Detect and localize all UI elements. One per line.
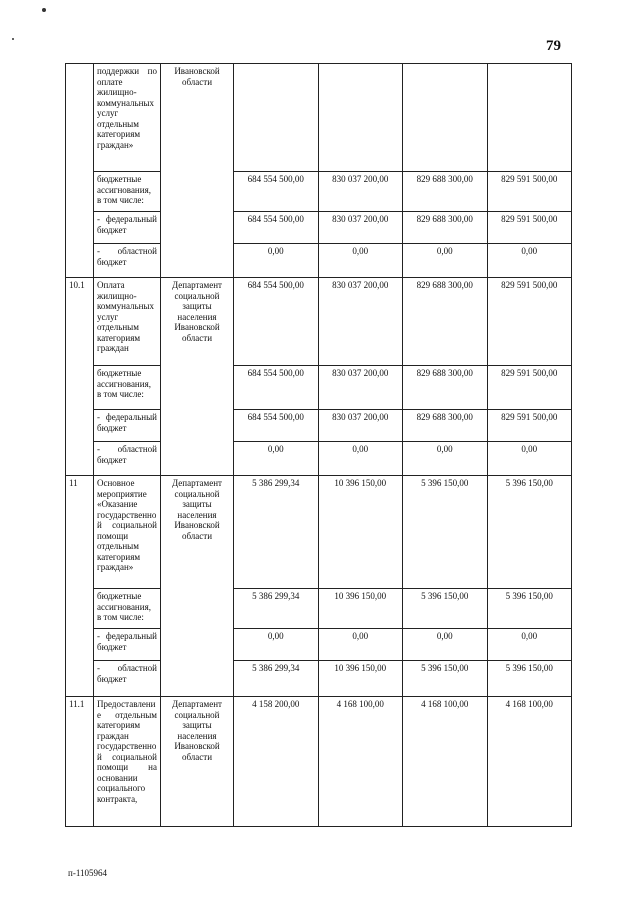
row-executor-cell: Департамент социальной защиты населения Ивановской области <box>161 476 234 697</box>
row-name-cell <box>94 442 161 476</box>
row-number-cell: 10.1 <box>66 278 94 476</box>
value-cell <box>234 64 319 172</box>
value-cell: 684 554 500,00 <box>234 172 319 212</box>
table-row <box>66 661 572 697</box>
value-cell: 829 688 300,00 <box>403 172 488 212</box>
value-cell: 829 591 500,00 <box>487 212 572 244</box>
row-name-cell: бюджетные ассигнования, в том числе: <box>94 589 161 629</box>
value-cell: 830 037 200,00 <box>318 278 403 366</box>
table-row <box>66 366 572 410</box>
value-cell: 0,00 <box>403 629 488 661</box>
value-cell: 5 396 150,00 <box>403 661 488 697</box>
value-cell: 829 688 300,00 <box>403 278 488 366</box>
page-number: 79 <box>546 38 561 54</box>
value-cell: 5 396 150,00 <box>403 589 488 629</box>
value-cell: 0,00 <box>318 244 403 278</box>
value-cell: 829 688 300,00 <box>403 366 488 410</box>
value-cell: 4 168 100,00 <box>487 697 572 827</box>
value-cell: 4 168 100,00 <box>318 697 403 827</box>
value-cell: 0,00 <box>234 629 319 661</box>
value-cell: 4 168 100,00 <box>403 697 488 827</box>
table-row <box>66 442 572 476</box>
row-name-cell: Оплата жилищно-коммунальных услуг отдельным категориям граждан <box>94 278 161 366</box>
value-cell: 0,00 <box>318 442 403 476</box>
row-name-cell: - федеральный бюджет <box>94 410 161 442</box>
row-executor-cell: Департамент социальной защиты населения Ивановской области <box>161 697 234 827</box>
value-cell: 4 158 200,00 <box>234 697 319 827</box>
row-number-cell: 11.1 <box>66 697 94 827</box>
value-cell: 684 554 500,00 <box>234 212 319 244</box>
scan-speck <box>12 38 14 40</box>
value-cell: 830 037 200,00 <box>318 366 403 410</box>
budget-level-text: областной <box>117 246 157 256</box>
budget-table <box>65 63 572 827</box>
table-row <box>66 476 572 589</box>
row-name-cell <box>94 661 161 697</box>
row-name-cell: Основное мероприятие «Оказание государственной социальной помощи отдельным категориям граждан» <box>94 476 161 589</box>
value-cell <box>403 64 488 172</box>
dash-text: - <box>97 663 100 673</box>
row-name-cell: - федеральный бюджет <box>94 212 161 244</box>
row-name-cell: бюджетные ассигнования, в том числе: <box>94 172 161 212</box>
value-cell: 830 037 200,00 <box>318 212 403 244</box>
row-name-cell: поддержки по оплате жилищно-коммунальных услуг отдельным категориям граждан» <box>94 64 161 172</box>
value-cell: 0,00 <box>487 244 572 278</box>
budget-level-text: областной <box>117 444 157 454</box>
value-cell: 829 591 500,00 <box>487 410 572 442</box>
table-row <box>66 64 572 172</box>
table-row <box>66 697 572 827</box>
value-cell: 0,00 <box>318 629 403 661</box>
document-footer-code: п-1105964 <box>68 868 107 878</box>
budget-word-text: бюджет <box>97 673 127 684</box>
value-cell: 5 386 299,34 <box>234 476 319 589</box>
budget-word-text: бюджет <box>97 256 127 267</box>
table-row <box>66 589 572 629</box>
value-cell: 5 386 299,34 <box>234 661 319 697</box>
value-cell <box>487 64 572 172</box>
value-cell: 5 396 150,00 <box>403 476 488 589</box>
value-cell: 829 688 300,00 <box>403 410 488 442</box>
value-cell: 5 396 150,00 <box>487 661 572 697</box>
table-row <box>66 410 572 442</box>
row-name-cell: - федеральный бюджет <box>94 629 161 661</box>
value-cell: 0,00 <box>234 442 319 476</box>
value-cell: 10 396 150,00 <box>318 661 403 697</box>
value-cell: 684 554 500,00 <box>234 410 319 442</box>
value-cell <box>318 64 403 172</box>
dash-text: - <box>97 444 100 454</box>
scan-speck <box>42 8 46 12</box>
dash-text: - <box>97 246 100 256</box>
value-cell: 5 386 299,34 <box>234 589 319 629</box>
value-cell: 0,00 <box>234 244 319 278</box>
budget-word-text: бюджет <box>97 454 127 465</box>
value-cell: 0,00 <box>487 442 572 476</box>
value-cell: 684 554 500,00 <box>234 278 319 366</box>
table-row <box>66 212 572 244</box>
value-cell: 829 591 500,00 <box>487 172 572 212</box>
value-cell: 10 396 150,00 <box>318 476 403 589</box>
value-cell: 829 688 300,00 <box>403 212 488 244</box>
row-executor-cell: Департамент социальной защиты населения Ивановской области <box>161 278 234 476</box>
table-row <box>66 244 572 278</box>
value-cell: 0,00 <box>403 244 488 278</box>
row-name-cell: Предоставление отдельным категориям граждан государственной социальной помощи на основании социального контракта, <box>94 697 161 827</box>
table-row <box>66 278 572 366</box>
value-cell: 0,00 <box>487 629 572 661</box>
row-number-cell: 11 <box>66 476 94 697</box>
value-cell: 5 396 150,00 <box>487 476 572 589</box>
row-name-cell <box>94 244 161 278</box>
table-row <box>66 629 572 661</box>
budget-level-text: областной <box>117 663 157 673</box>
value-cell: 829 591 500,00 <box>487 278 572 366</box>
value-cell: 684 554 500,00 <box>234 366 319 410</box>
value-cell: 5 396 150,00 <box>487 589 572 629</box>
table-row <box>66 172 572 212</box>
value-cell: 0,00 <box>403 442 488 476</box>
value-cell: 10 396 150,00 <box>318 589 403 629</box>
value-cell: 830 037 200,00 <box>318 172 403 212</box>
row-name-cell: бюджетные ассигнования, в том числе: <box>94 366 161 410</box>
row-number-cell <box>66 64 94 278</box>
value-cell: 829 591 500,00 <box>487 366 572 410</box>
row-executor-cell: Ивановской области <box>161 64 234 278</box>
value-cell: 830 037 200,00 <box>318 410 403 442</box>
